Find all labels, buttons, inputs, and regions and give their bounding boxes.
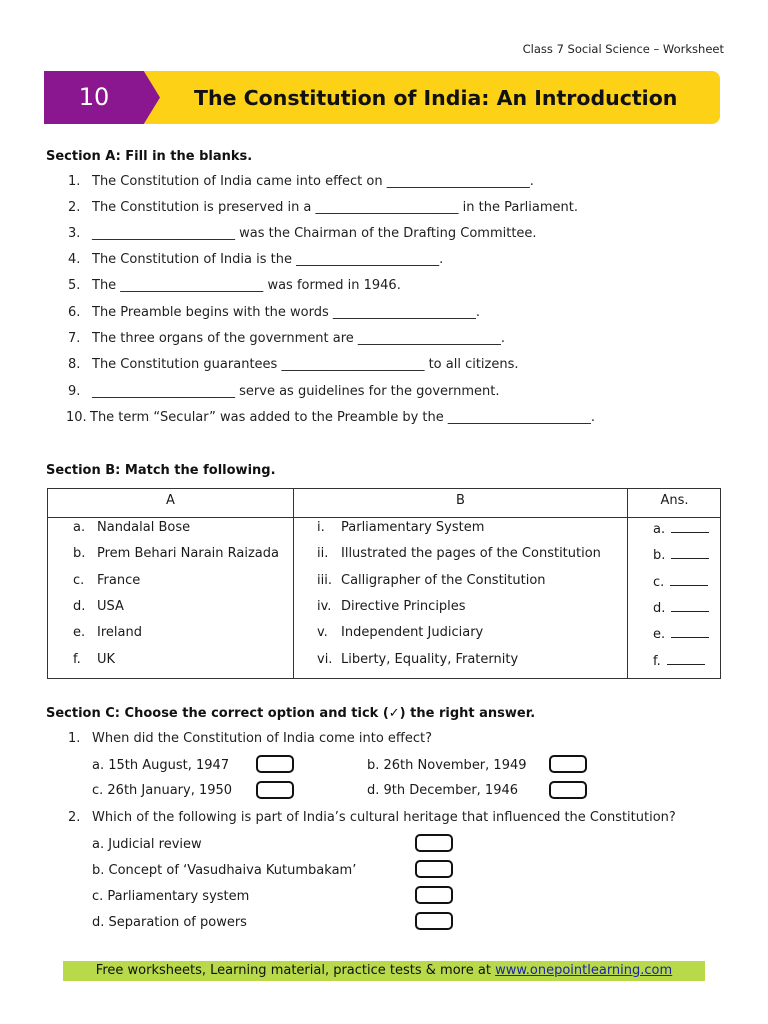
column-header-b: B <box>456 493 465 508</box>
mcq-question: 1. When did the Constitution of India come into effect? <box>68 731 433 746</box>
answer-blank[interactable]: c. <box>653 573 708 590</box>
footer-text: Free worksheets, Learning material, practice tests & more at www.onepointlearning.com <box>95 963 673 978</box>
section-a-heading: Section A: Fill in the blanks. <box>46 149 253 164</box>
match-item-a: d. USA <box>73 599 124 614</box>
fill-blank-item: 8. The Constitution guarantees ______________________ to all citizens. <box>68 357 519 372</box>
option-label: c. 26th January, 1950 <box>92 783 233 798</box>
question-text: The Constitution of India came into effect on ______________________. <box>92 174 534 189</box>
fill-blank-item: 4. The Constitution of India is the ______________________. <box>68 252 444 267</box>
option-label: b. Concept of ‘Vasudhaiva Kutumbakam’ <box>92 863 357 878</box>
question-text: The term “Secular” was added to the Preamble by the ______________________. <box>90 410 596 425</box>
match-item-a: b. Prem Behari Narain Raizada <box>73 546 279 561</box>
fill-blank-item: 1. The Constitution of India came into effect on ______________________. <box>68 174 534 189</box>
tick-box[interactable] <box>256 781 294 799</box>
match-item-b: ii. Illustrated the pages of the Constitution <box>317 546 601 561</box>
question-text: The ______________________ was formed in 1946. <box>92 278 401 293</box>
answer-blank[interactable]: b. <box>653 546 709 563</box>
footer-link[interactable]: www.onepointlearning.com <box>495 963 673 978</box>
question-text: The Constitution of India is the ______________________. <box>92 252 444 267</box>
tick-box[interactable] <box>415 834 453 852</box>
match-item-b: i. Parliamentary System <box>317 520 485 535</box>
answer-blank[interactable]: f. <box>653 652 705 669</box>
tick-box[interactable] <box>256 755 294 773</box>
chapter-title: The Constitution of India: An Introduction <box>194 86 678 110</box>
match-item-a: e. Ireland <box>73 625 142 640</box>
chapter-title-bar <box>44 71 720 124</box>
match-item-b: vi. Liberty, Equality, Fraternity <box>317 652 519 667</box>
fill-blank-item: 6. The Preamble begins with the words ______________________. <box>68 305 481 320</box>
fill-blank-item: 9. ______________________ serve as guidelines for the government. <box>68 384 500 399</box>
question-text: The Preamble begins with the words ______________________. <box>92 305 481 320</box>
match-item-b: iv. Directive Principles <box>317 599 466 614</box>
tick-box[interactable] <box>415 860 453 878</box>
option-label: a. Judicial review <box>92 837 202 852</box>
question-text: The Constitution guarantees ______________________ to all citizens. <box>92 357 519 372</box>
option-label: d. Separation of powers <box>92 915 247 930</box>
option-label: c. Parliamentary system <box>92 889 250 904</box>
fill-blank-item: 2. The Constitution is preserved in a ______________________ in the Parliament. <box>68 200 579 215</box>
match-item-b: iii. Calligrapher of the Constitution <box>317 573 546 588</box>
answer-blank[interactable]: a. <box>653 520 709 537</box>
match-item-b: v. Independent Judiciary <box>317 625 484 640</box>
section-b-heading: Section B: Match the following. <box>46 463 276 478</box>
tick-box[interactable] <box>549 781 587 799</box>
question-text: The three organs of the government are ______________________. <box>92 331 506 346</box>
question-text: ______________________ serve as guidelines for the government. <box>92 384 500 399</box>
answer-blank[interactable]: e. <box>653 625 709 642</box>
question-text: The Constitution is preserved in a ______________________ in the Parliament. <box>92 200 579 215</box>
match-item-a: c. France <box>73 573 141 588</box>
match-item-a: a. Nandalal Bose <box>73 520 191 535</box>
section-c-heading: Section C: Choose the correct option and tick (✓) the right answer. <box>46 706 536 721</box>
table-header-divider <box>48 517 720 518</box>
option-label: a. 15th August, 1947 <box>92 758 230 773</box>
column-header-ans: Ans. <box>660 493 689 508</box>
tick-box[interactable] <box>549 755 587 773</box>
tick-box[interactable] <box>415 912 453 930</box>
fill-blank-item: 10. The term “Secular” was added to the Preamble by the ______________________. <box>66 410 596 425</box>
match-item-a: f. UK <box>73 652 116 667</box>
column-header-a: A <box>166 493 175 508</box>
fill-blank-item: 5. The ______________________ was formed in 1946. <box>68 278 401 293</box>
question-text: ______________________ was the Chairman of the Drafting Committee. <box>92 226 537 241</box>
option-label: d. 9th December, 1946 <box>367 783 519 798</box>
fill-blank-item: 7. The three organs of the government are ______________________. <box>68 331 506 346</box>
mcq-question: 2. Which of the following is part of India’s cultural heritage that influenced the Constitution? <box>68 810 676 825</box>
match-table <box>47 488 721 679</box>
fill-blank-item: 3. ______________________ was the Chairman of the Drafting Committee. <box>68 226 537 241</box>
option-label: b. 26th November, 1949 <box>367 758 527 773</box>
answer-blank[interactable]: d. <box>653 599 709 616</box>
tick-box[interactable] <box>415 886 453 904</box>
chapter-number: 10 <box>78 83 110 111</box>
worksheet-meta: Class 7 Social Science – Worksheet <box>522 42 724 56</box>
